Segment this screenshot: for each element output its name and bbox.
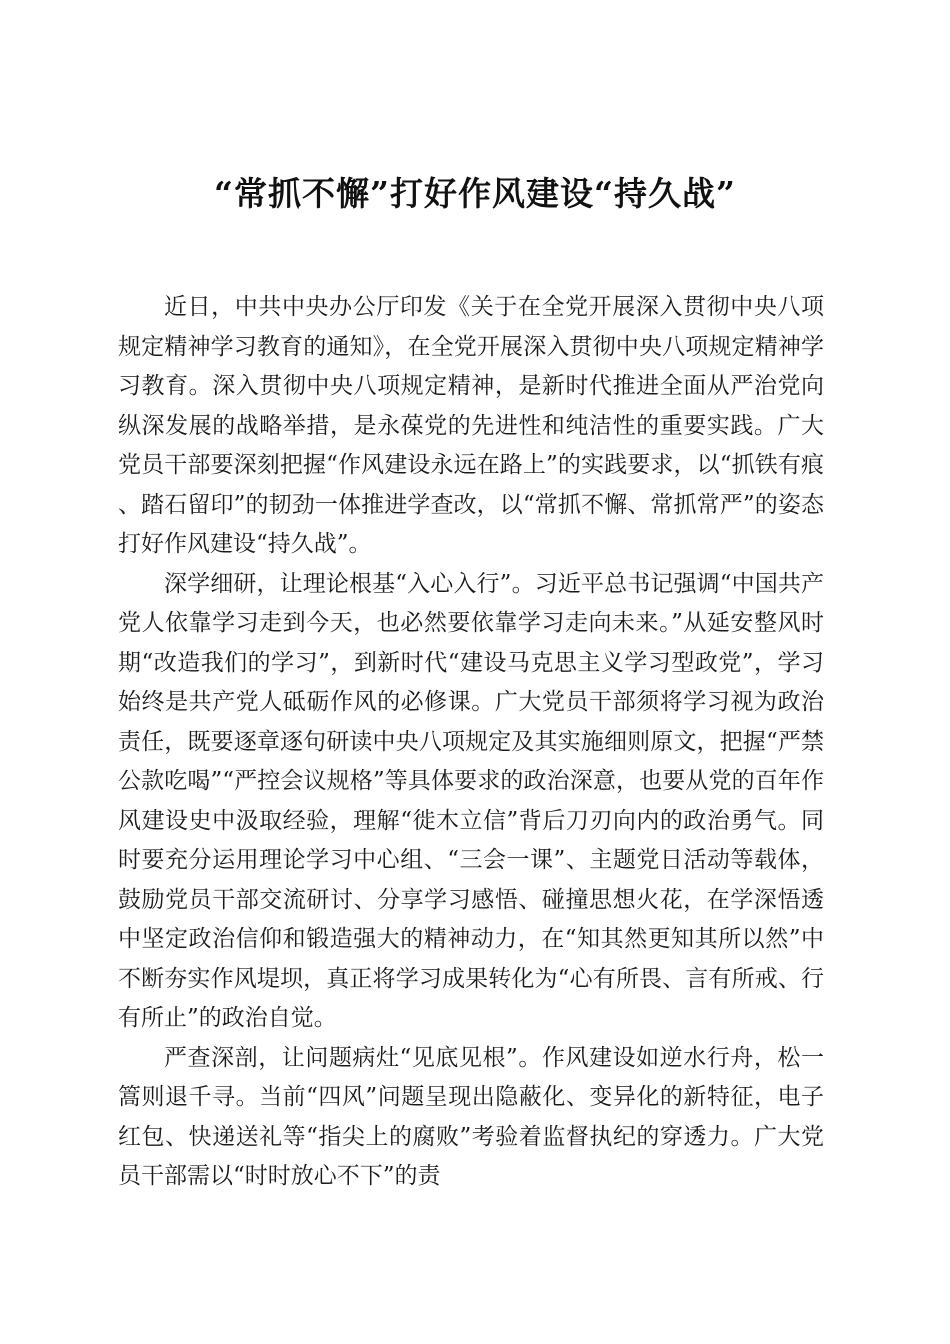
paragraph-intro: 近日，中共中央办公厅印发《关于在全党开展深入贯彻中央八项规定精神学习教育的通知》，在全党开展深入贯彻中央八项规定精神学习教育。深入贯彻中央八项规定精神，是新时代推进全面从严治党向纵深发展的战略举措，是永葆党的先进性和纯洁性的重要实践。广大党员干部要深刻把握“作风建设永远在路上”的实践要求，以“抓铁有痕、踏石留印”的韧劲一体推进学查改，以“常抓不懈、常抓常严”的姿态打好作风建设“持久战”。 bbox=[118, 294, 824, 557]
document-title: “常抓不懈”打好作风建设“持久战” bbox=[214, 174, 736, 213]
document-body bbox=[118, 288, 824, 1197]
paragraph-study: 深学细研，让理论根基“入心入行”。习近平总书记强调“中国共产党人依靠学习走到今天，也必然要依靠学习走向未来。”从延安整风时期“改造我们的学习”，到新时代“建设马克思主义学习型政党”，学习始终是共产党人砥砺作风的必修课。广大党员干部须将学习视为政治责任，既要逐章逐句研读中央八项规定及其实施细则原文，把握“严禁公款吃喝”“严控会议规格”等具体要求的政治深意，也要从党的百年作风建设史中汲取经验，理解“徙木立信”背后刀刃向内的政治勇气。同时要充分运用理论学习中心组、“三会一课”、主题党日活动等载体，鼓励党员干部交流研讨、分享学习感悟、碰撞思想火花，在学深悟透中坚定政治信仰和锻造强大的精神动力，在“知其然更知其所以然”中不断夯实作风堤坝，真正将学习成果转化为“心有所畏、言有所戒、行有所止”的政治自觉。 bbox=[118, 570, 824, 1031]
paragraph-inspection: 严查深剖，让问题病灶“见底见根”。作风建设如逆水行舟，松一篙则退千寻。当前“四风”问题呈现出隐蔽化、变异化的新特征，电子红包、快递送礼等“指尖上的腐败”考验着监督执纪的穿透力。广大党员干部需以“时时放心不下”的责 bbox=[118, 1044, 824, 1189]
